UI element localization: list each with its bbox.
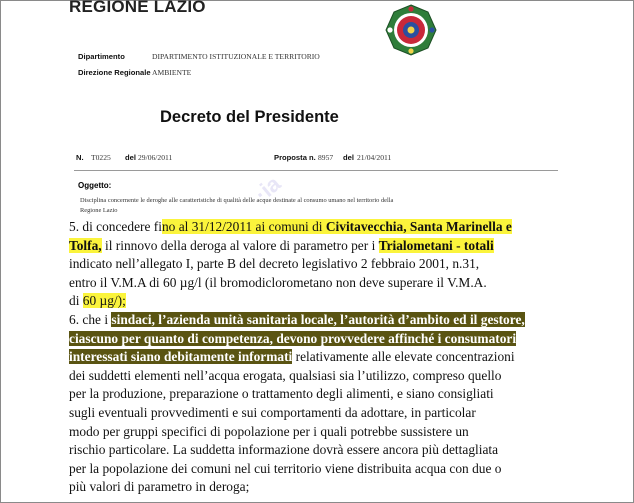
highlight-yellow: Tolfa, <box>69 237 102 253</box>
body-line: sugli eventuali provvedimenti e sui comportamenti da adottare, in particolar <box>69 404 476 420</box>
del2-value: 21/04/2011 <box>357 153 392 162</box>
body-line: per la produzione, preparazione o trattamento degli alimenti, e siano consigliati <box>69 386 494 402</box>
highlight-dark: interessati siano debitamente informati <box>69 349 293 365</box>
highlight-yellow: Trialometani - totali <box>378 237 494 253</box>
highlight-yellow: Civitavecchia, Santa Marinella e <box>325 219 512 234</box>
body-line: per la popolazione dei comuni nel cui territorio viene distribuita acqua con due o <box>69 460 502 476</box>
n-label: N. <box>76 153 84 162</box>
body-line <box>69 311 634 330</box>
text-span: il rinnovo della deroga al valore di parametro per i <box>101 237 379 253</box>
n-value: T0225 <box>91 153 111 162</box>
region-name: REGIONE LAZIO <box>69 0 206 16</box>
divider <box>74 170 558 171</box>
body-line <box>69 292 634 311</box>
oggetto-label: Oggetto: <box>78 181 112 190</box>
watermark: ·ia <box>249 170 286 207</box>
body-line: dei suddetti elementi nell’acqua erogata, qualsiasi sia l’utilizzo, compreso quello <box>69 367 502 383</box>
dipartimento-label: Dipartimento <box>78 52 125 61</box>
subject-text <box>80 196 410 216</box>
body-line <box>69 218 634 237</box>
dipartimento-value: DIPARTIMENTO ISTITUZIONALE E TERRITORIO <box>152 52 320 61</box>
body-line <box>69 348 634 367</box>
direzione-label: Direzione Regionale <box>78 68 151 77</box>
decree-body <box>69 218 634 497</box>
proposta-label: Proposta n. <box>274 153 316 162</box>
body-line: più valori di parametro in deroga; <box>69 479 250 495</box>
text-span: 6. che i <box>69 311 112 327</box>
regione-lazio-crest-icon <box>385 4 437 56</box>
del-value: 29/06/2011 <box>138 153 173 162</box>
subject-line-1: Disciplina concernente le deroghe alle caratteristiche di qualità delle acque destinate al consumo umano nel territorio della <box>80 197 394 204</box>
page-title: Decreto del Presidente <box>160 108 339 126</box>
body-line <box>69 330 634 349</box>
highlight-yellow: no al 31/12/2011 ai comuni di <box>161 219 326 234</box>
subject-line-2: Regione Lazio <box>80 207 118 214</box>
text-span: relativamente alle elevate concentrazioni <box>292 349 515 365</box>
body-line: modo per gruppi specifici di popolazione per i quali potrebbe sussistere un <box>69 423 469 439</box>
highlight-dark: ciascuno per quanto di competenza, devono provvedere affinché i consumatori <box>69 330 517 346</box>
body-line: entro il V.M.A di 60 µg/l (il bromodiclorometano non deve superare il V.M.A. <box>69 274 487 290</box>
del2-label: del <box>343 153 354 162</box>
highlight-yellow: 60 µg/); <box>82 293 126 309</box>
body-line <box>69 237 634 256</box>
proposta-value: 8957 <box>318 153 334 162</box>
highlight-dark: sindaci, l’azienda unità sanitaria locale, l’autorità d’ambito ed il gestore, <box>111 311 525 327</box>
body-line: rischio particolare. La suddetta informazione dovrà essere ancora più dettagliata <box>69 442 499 458</box>
body-line: indicato nell’allegato I, parte B del decreto legislativo 2 febbraio 2001, n.31, <box>69 256 480 272</box>
text-span: 5. di concedere fi <box>69 219 162 234</box>
del-label: del <box>125 153 136 162</box>
direzione-value: AMBIENTE <box>152 68 192 77</box>
text-span: di <box>69 293 83 309</box>
